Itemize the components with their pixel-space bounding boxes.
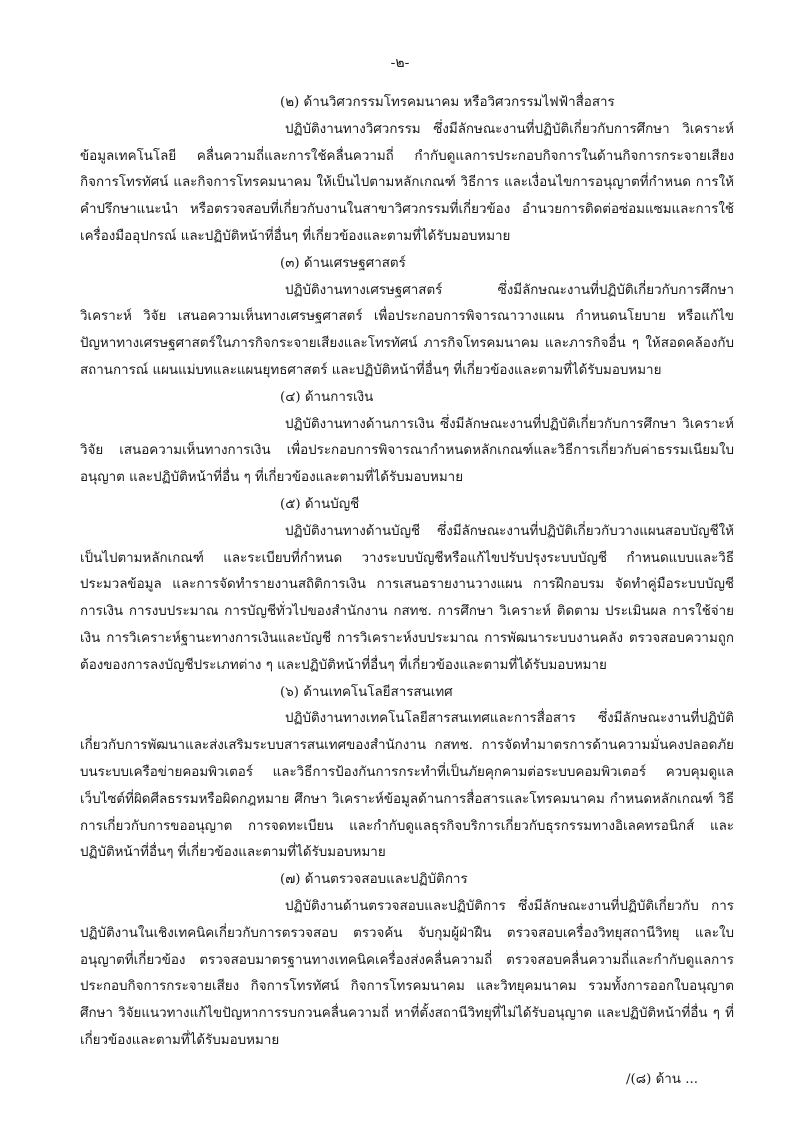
section-heading: (๔) ด้านการเงิน bbox=[280, 389, 374, 405]
section-heading: (๒) ด้านวิศวกรรมโทรคมนาคม หรือวิศวกรรมไฟฟ้าสื่อสาร bbox=[280, 95, 615, 110]
continuation-marker: /(๘) ด้าน ... bbox=[626, 1072, 698, 1087]
section-inspection-operations bbox=[80, 867, 734, 1055]
section-economics bbox=[80, 251, 734, 385]
section-body: ปฏิบัติงานทางด้านบัญชี ซึ่งมีลักษณะงานที่ปฏิบัติเกี่ยวกับวางแผนสอบบัญชีให้เป็นไปตามหลักเกณฑ์ และระเบียบที่กำหนด วางระบบบัญชีหรือแก้ไขปรับปรุงระบบบัญชี กำหนดแบบและวิธีประมวลข้อมูล และการจัดทำรายงานสถิติการเงิน การเสนอรายงานวางแผน การฝึกอบรม จัดทำคู่มือระบบบัญชี การเงิน การงบประมาณ การบัญชีทั่วไปของสำนักงาน กสทช. การศึกษา วิเคราะห์ ติดตาม ประเมินผล การใช้จ่ายเงิน การวิเคราะห์ฐานะทางการเงินและบัญชี การวิเคราะห์งบประมาณ การพัฒนาระบบงานคลัง ตรวจสอบความถูกต้องของการลงบัญชีประเภทต่าง ๆ และปฏิบัติหน้าที่อื่นๆ ที่เกี่ยวข้องและตามที่ได้รับมอบหมาย bbox=[80, 523, 734, 673]
section-body: ปฏิบัติงานทางเศรษฐศาสตร์ ซึ่งมีลักษณะงานที่ปฏิบัติเกี่ยวกับการศึกษา วิเคราะห์ วิจัย เสนอความเห็นทางเศรษฐศาสตร์ เพื่อประกอบการพิจารณาวางแผน กำหนดนโยบาย หรือแก้ไขปัญหาทางเศรษฐศาสตร์ในภารกิจกระจายเสียงและโทรทัศน์ ภารกิจโทรคมนาคม และภารกิจอื่น ๆ ให้สอดคล้องกับสถานการณ์ แผนแม่บทและแผนยุทธศาสตร์ และปฏิบัติหน้าที่อื่นๆ ที่เกี่ยวข้องและตามที่ได้รับมอบหมาย bbox=[80, 282, 734, 378]
section-body: ปฏิบัติงานด้านตรวจสอบและปฏิบัติการ ซึ่งมีลักษณะงานที่ปฏิบัติเกี่ยวกับ การปฏิบัติงานในเชิงเทคนิคเกี่ยวกับการตรวจสอบ ตรวจค้น จับกุมผู้ฝ่าฝืน ตรวจสอบเครื่องวิทยุสถานีวิทยุ และใบอนุญาตที่เกี่ยวข้อง ตรวจสอบมาตรฐานทางเทคนิคเครื่องส่งคลื่นความถี่ ตรวจสอบคลื่นความถี่และกำกับดูแลการประกอบกิจการกระจายเสียง กิจการโทรทัศน์ กิจการโทรคมนาคม และวิทยุคมนาคม รวมทั้งการออกใบอนุญาต ศึกษา วิจัยแนวทางแก้ไขปัญหาการรบกวนคลื่นความถี่ หาที่ตั้งสถานีวิทยุที่ไม่ได้รับอนุญาต และปฏิบัติหน้าที่อื่น ๆ ที่เกี่ยวข้องและตามที่ได้รับมอบหมาย bbox=[80, 898, 734, 1048]
section-body: ปฏิบัติงานทางวิศวกรรม ซึ่งมีลักษณะงานที่ปฏิบัติเกี่ยวกับการศึกษา วิเคราะห์ข้อมูลเทคโนโลยี คลื่นความถี่และการใช้คลื่นความถี่ กำกับดูแลการประกอบกิจการในด้านกิจการกระจายเสียง กิจการโทรทัศน์ และกิจการโทรคมนาคม ให้เป็นไปตามหลักเกณฑ์ วิธีการ และเงื่อนไขการอนุญาตที่กำหนด การให้คำปรึกษาแนะนำ หรือตรวจสอบที่เกี่ยวกับงานในสาขาวิศวกรรมที่เกี่ยวข้อง อำนวยการติดต่อซ่อมแซมและการใช้เครื่องมืออุปกรณ์ และปฏิบัติหน้าที่อื่นๆ ที่เกี่ยวข้องและตามที่ได้รับมอบหมาย bbox=[80, 121, 734, 244]
section-telecom-engineering bbox=[80, 90, 734, 251]
section-heading: (๓) ด้านเศรษฐศาสตร์ bbox=[280, 255, 406, 271]
document-content bbox=[80, 90, 734, 1055]
section-heading: (๕) ด้านบัญชี bbox=[280, 496, 360, 512]
section-heading: (๗) ด้านตรวจสอบและปฏิบัติการ bbox=[280, 872, 468, 888]
section-heading: (๖) ด้านเทคโนโลยีสารสนเทศ bbox=[280, 684, 453, 700]
section-finance bbox=[80, 385, 734, 492]
section-accounting bbox=[80, 492, 734, 680]
section-body: ปฏิบัติงานทางด้านการเงิน ซึ่งมีลักษณะงานที่ปฏิบัติเกี่ยวกับการศึกษา วิเคราะห์ วิจัย เสนอความเห็นทางการเงิน เพื่อประกอบการพิจารณากำหนดหลักเกณฑ์และวิธีการเกี่ยวกับค่าธรรมเนียมใบอนุญาต และปฏิบัติหน้าที่อื่น ๆ ที่เกี่ยวข้องและตามที่ได้รับมอบหมาย bbox=[80, 416, 734, 486]
page-number: -๒- bbox=[390, 55, 410, 71]
section-information-technology bbox=[80, 680, 734, 868]
section-body: ปฏิบัติงานทางเทคโนโลยีสารสนเทศและการสื่อสาร ซึ่งมีลักษณะงานที่ปฏิบัติเกี่ยวกับการพัฒนาและส่งเสริมระบบสารสนเทศของสำนักงาน กสทช. การจัดทำมาตรการด้านความมั่นคงปลอดภัยบนระบบเครือข่ายคอมพิวเตอร์ และวิธีการป้องกันการกระทำที่เป็นภัยคุกคามต่อระบบคอมพิวเตอร์ ควบคุมดูแลเว็บไซต์ที่ผิดศีลธรรมหรือผิดกฎหมาย ศึกษา วิเคราะห์ข้อมูลด้านการสื่อสารและโทรคมนาคม กำหนดหลักเกณฑ์ วิธีการเกี่ยวกับการขออนุญาต การจดทะเบียน และกำกับดูแลธุรกิจบริการเกี่ยวกับธุรกรรมทางอิเลคทรอนิกส์ และปฏิบัติหน้าที่อื่นๆ ที่เกี่ยวข้องและตามที่ได้รับมอบหมาย bbox=[80, 711, 734, 861]
